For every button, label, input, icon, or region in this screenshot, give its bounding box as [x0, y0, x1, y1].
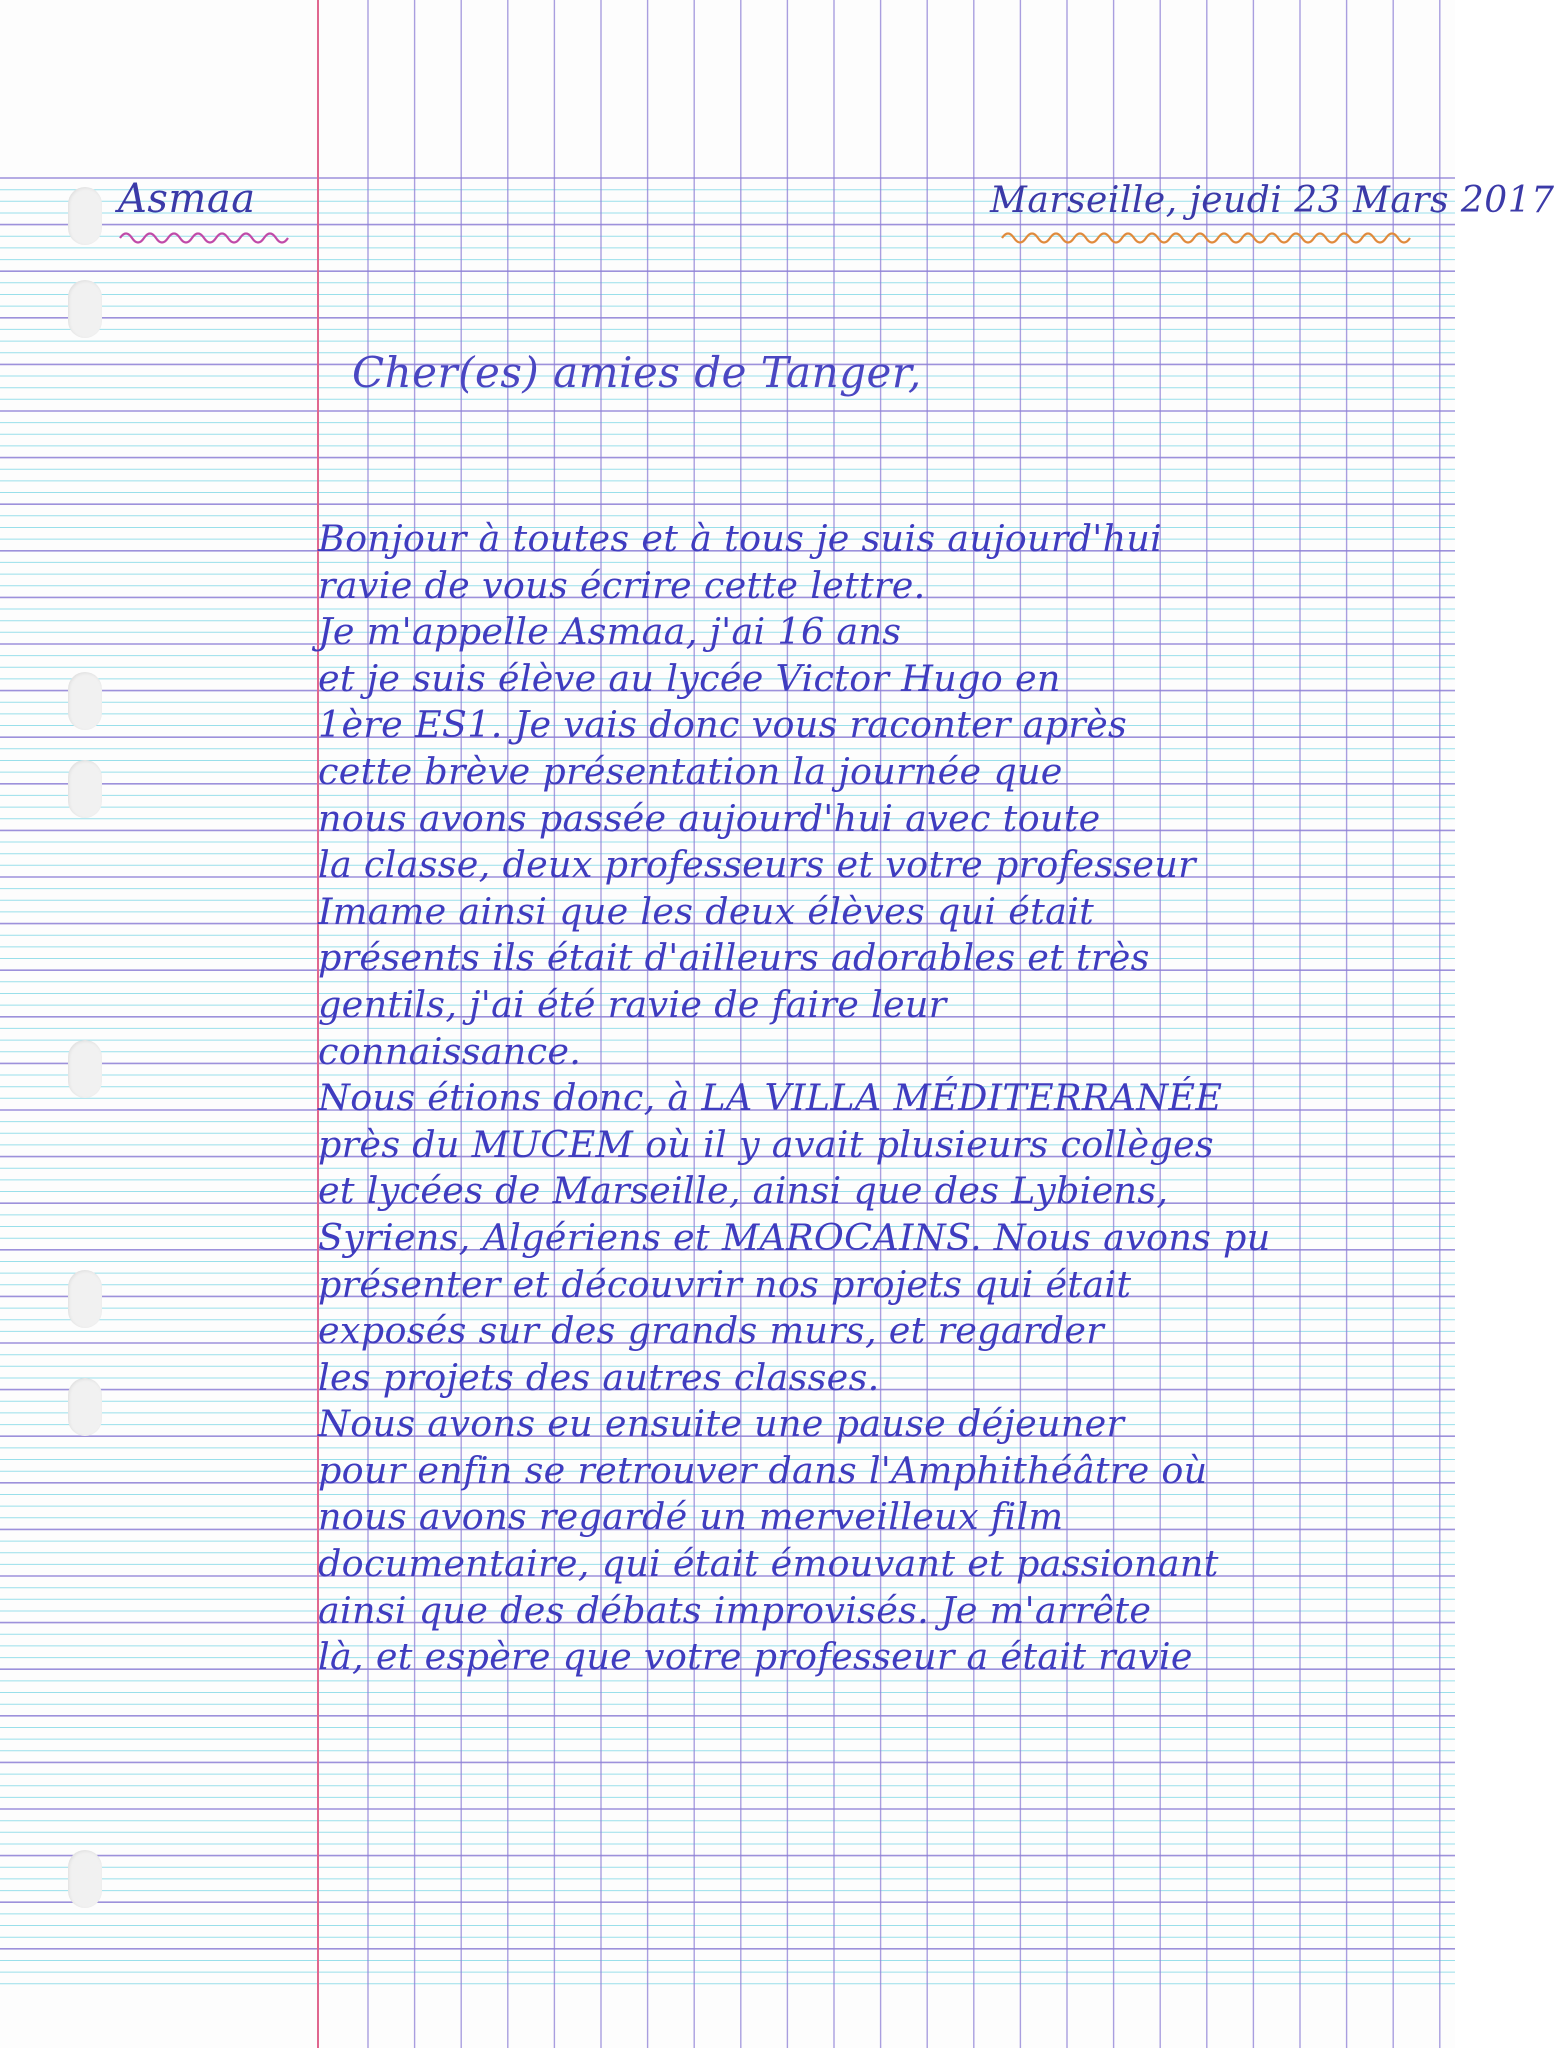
letter-line: près du MUCEM où il y avait plusieurs collèges [318, 1122, 1214, 1166]
letter-line: Nous avons eu ensuite une pause déjeuner [318, 1402, 1125, 1446]
letter-line: là, et espère que votre professeur a était ravie [318, 1635, 1193, 1679]
date-underline [1000, 226, 1420, 248]
letter-line: Bonjour à toutes et à tous je suis aujourd'hui [318, 517, 1163, 560]
letter-line: gentils, j'ai été ravie de faire leur [318, 982, 947, 1026]
letter-line: documentaire, qui était émouvant et passionant [318, 1542, 1219, 1586]
letter-line: et je suis élève au lycée Victor Hugo en [318, 656, 1061, 700]
letter-line: Syriens, Algériens et MAROCAINS. Nous avons pu [318, 1215, 1271, 1259]
punch-hole [68, 760, 102, 818]
letter-line: la classe, deux professeurs et votre professeur [318, 843, 1196, 887]
letter-line: et lycées de Marseille, ainsi que des Lybiens, [318, 1169, 1169, 1213]
punch-hole [68, 1270, 102, 1328]
letter-line: 1ère ES1. Je vais donc vous raconter après [318, 703, 1128, 747]
letter-line: nous avons regardé un merveilleux film [318, 1495, 1064, 1539]
letter-line: ravie de vous écrire cette lettre. [318, 563, 926, 607]
letter-line: pour enfin se retrouver dans l'Amphithéâtre où [318, 1448, 1208, 1492]
greeting: Cher(es) amies de Tanger, [352, 348, 922, 397]
punch-hole [68, 1040, 102, 1098]
letter-line: Imame ainsi que les deux élèves qui était [318, 889, 1095, 933]
punch-hole [68, 1850, 102, 1908]
letter-line: exposés sur des grands murs, et regarder [318, 1309, 1104, 1353]
letter-body [318, 516, 1271, 1681]
letter-line: présents ils était d'ailleurs adorables et très [318, 936, 1150, 980]
punch-hole [68, 672, 102, 730]
letter-line: cette brève présentation la journée que [318, 749, 1063, 793]
student-name: Asmaa [118, 176, 256, 222]
punch-hole [68, 1378, 102, 1436]
punch-hole [68, 187, 102, 245]
letter-line: ainsi que des débats improvisés. Je m'arrête [318, 1588, 1152, 1632]
date-line: Marseille, jeudi 23 Mars 2017 [990, 180, 1555, 221]
letter-line: Nous étions donc, à LA VILLA MÉDITERRANÉE [318, 1076, 1223, 1120]
punch-hole [68, 280, 102, 338]
letter-line: présenter et découvrir nos projets qui était [318, 1262, 1132, 1306]
letter-line: les projets des autres classes. [318, 1355, 880, 1399]
letter-line: connaissance. [318, 1029, 582, 1073]
letter-line: nous avons passée aujourd'hui avec toute [318, 796, 1101, 840]
letter-line: Je m'appelle Asmaa, j'ai 16 ans [318, 610, 902, 654]
name-underline [118, 226, 288, 248]
